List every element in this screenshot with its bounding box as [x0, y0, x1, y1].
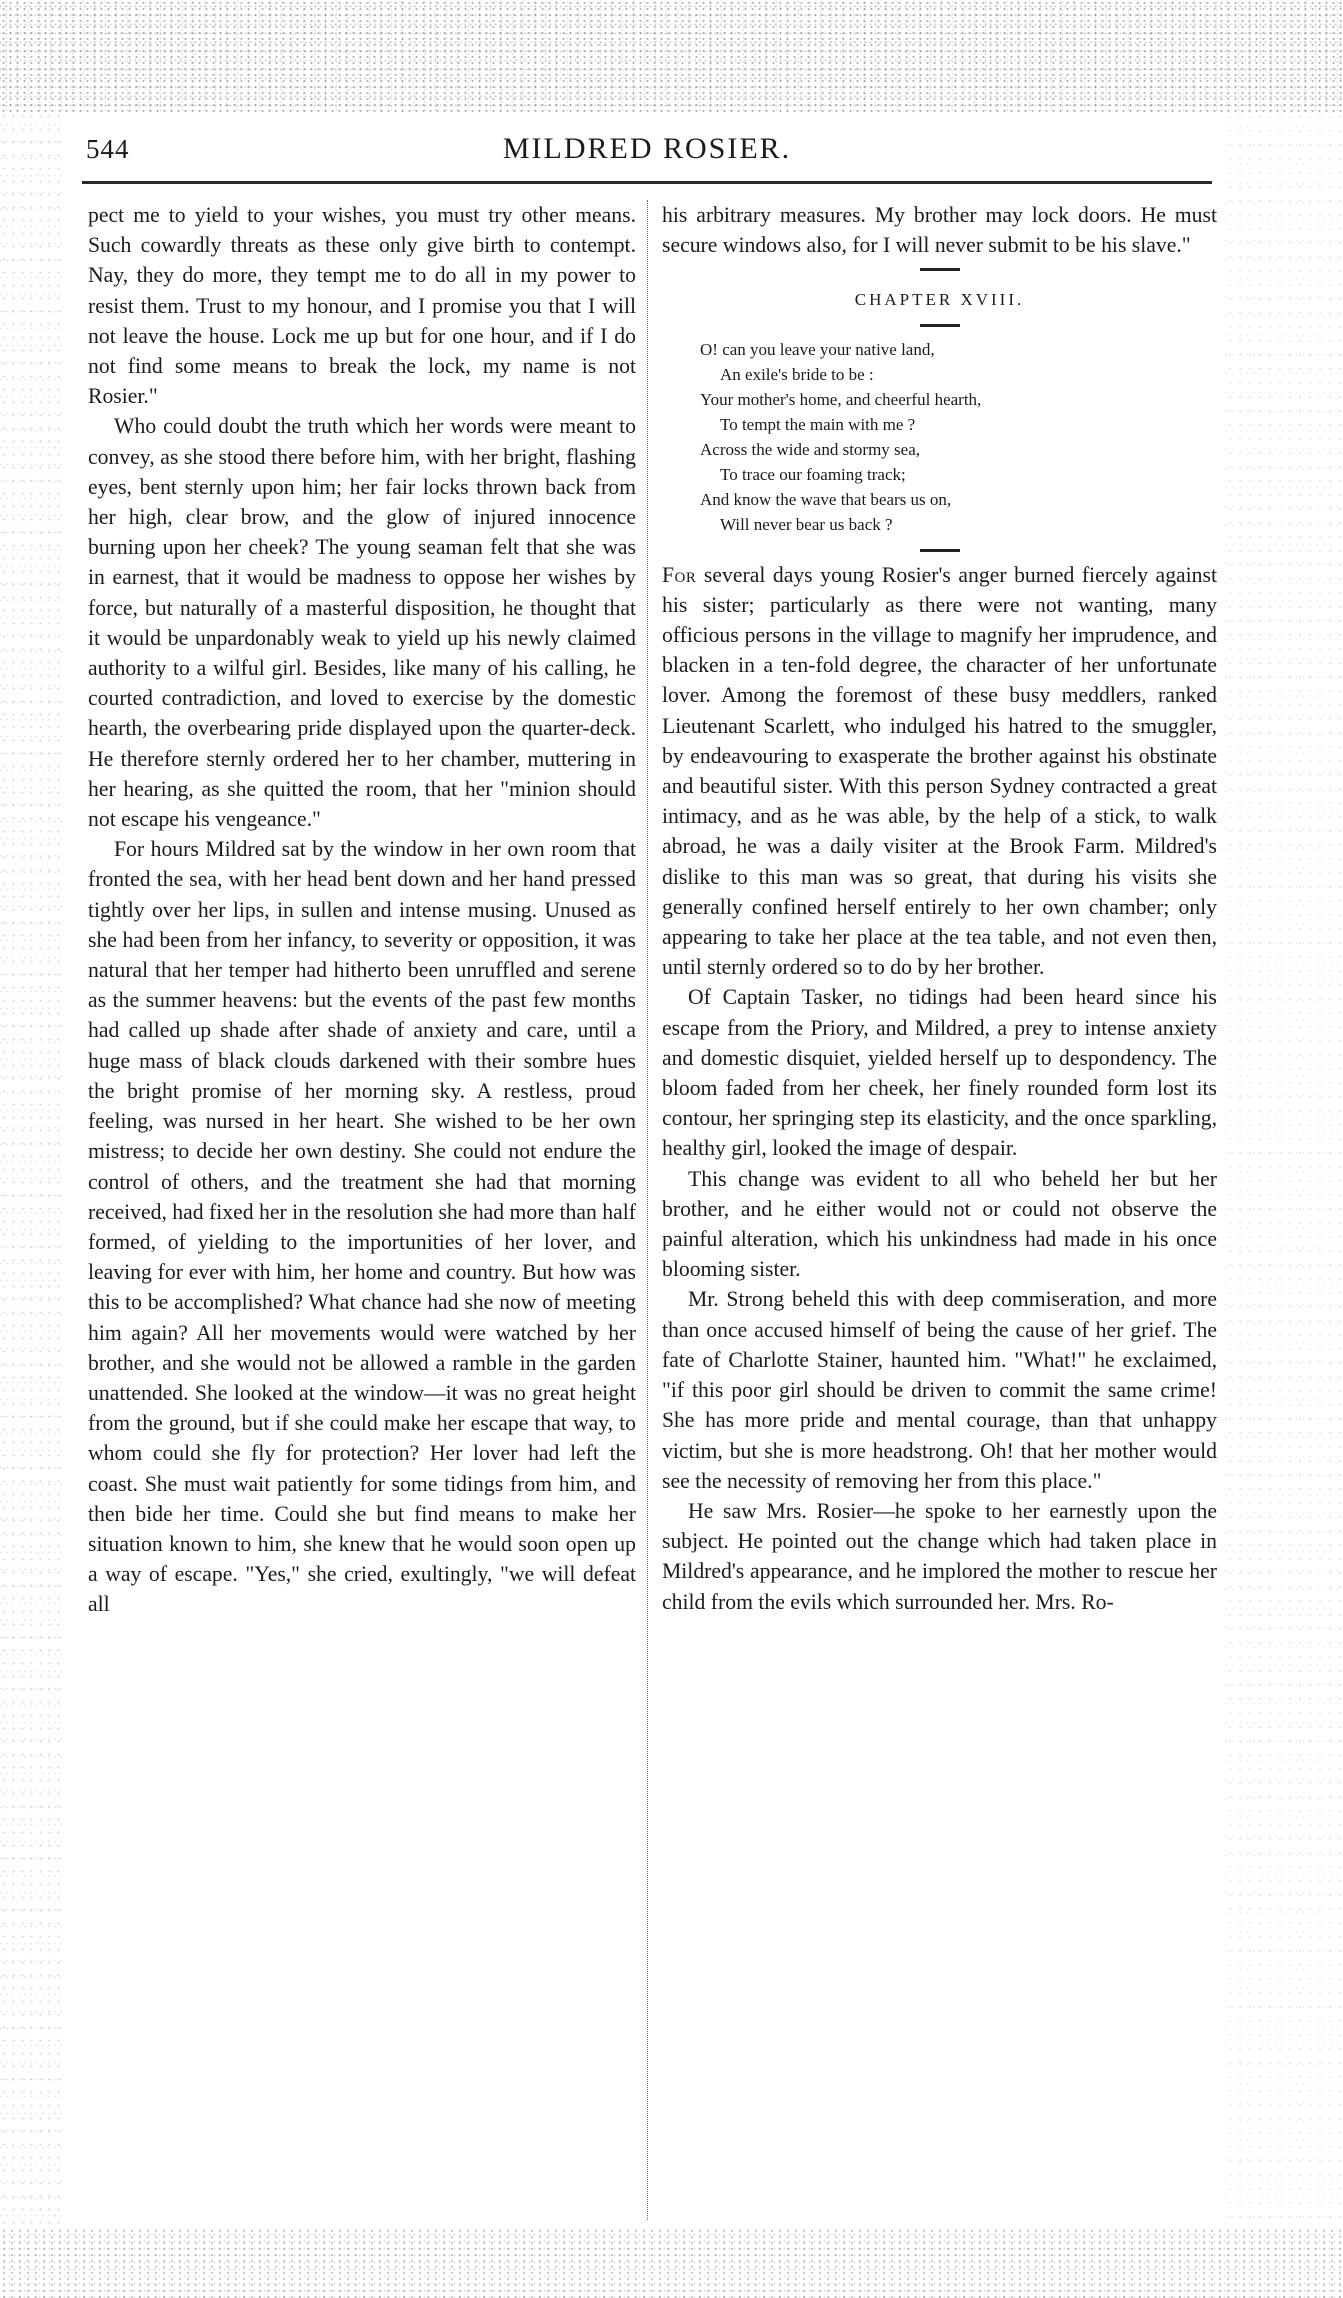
paragraph-continuation: his arbitrary measures. My brother may lock doors. He must secure windows also, for I will never submit to be his slave."	[662, 203, 1217, 258]
epigraph-line: To tempt the main with me ?	[720, 414, 916, 434]
left-column	[88, 200, 636, 1620]
paragraph: Of Captain Tasker, no tidings had been heard since his escape from the Priory, and Mildred, a prey to intense anxiety and domestic disquiet, yielded herself up to despondency. The bloom faded from her cheek, her finely rounded form lost its contour, her springing step its elasticity, and the once sparkling, healthy girl, looked the image of despair.	[662, 985, 1217, 1161]
scan-noise-left	[0, 110, 62, 2230]
epigraph-line: To trace our foaming track;	[720, 464, 906, 484]
epigraph-line: Your mother's home, and cheerful hearth,	[700, 389, 982, 409]
page-header	[82, 126, 1212, 176]
right-column	[662, 200, 1217, 1617]
section-rule	[920, 549, 960, 552]
scan-noise-top	[0, 0, 1343, 112]
running-title: MILDRED ROSIER.	[502, 132, 792, 165]
paragraph-text: several days young Rosier's anger burned fiercely against his sister; particularly as there were not wanting, many officious persons in the village to magnify her imprudence, and blacken in a ten-fold degree, the character of her unfortunate lover. Among the foremost of these busy meddlers, ranked Lieutenant Scarlett, who indulged his hatred to the smuggler, by endeavouring to exasperate the brother against his obstinate and beautiful sister. With this person Sydney contracted a great intimacy, and as he was able, by the help of a stick, to walk abroad, he was a daily visiter at the Brook Farm. Mildred's dislike to this man was so great, that during his visits she generally confined herself entirely to her own chamber; only appearing to take her place at the tea table, and not even then, until sternly ordered so to do by her brother.	[662, 562, 1217, 980]
paragraph: He saw Mrs. Rosier—he spoke to her earnestly upon the subject. He pointed out the change which had taken place in Mildred's appearance, and he implored the mother to rescue her child from the evils which surrounded her. Mrs. Ro-	[662, 1498, 1217, 1614]
scan-noise-right	[1225, 110, 1343, 2230]
epigraph-line: Across the wide and stormy sea,	[700, 439, 921, 459]
section-rule	[920, 268, 960, 271]
epigraph-line: And know the wave that bears us on,	[700, 489, 952, 509]
epigraph-line: An exile's bride to be :	[720, 364, 874, 384]
paragraph: pect me to yield to your wishes, you must try other means. Such cowardly threats as these only give birth to contempt. Nay, they do more, they tempt me to do all in my power to resist them. Trust to my honour, and I promise you that I will not leave the house. Lock me up but for one hour, and if I do not find some means to break the lock, my name is not Rosier."	[88, 203, 636, 409]
chapter-opening-paragraph	[662, 560, 1217, 983]
lead-word: For	[662, 562, 697, 587]
paragraph: Mr. Strong beheld this with deep commiseration, and more than once accused himself of being the cause of her grief. The fate of Charlotte Stainer, haunted him. "What!" he exclaimed, "if this poor girl should be driven to commit the same crime! She has more pride and mental courage, than that unhappy victim, but she is more headstrong. Oh! that her mother would see the necessity of removing her from this place."	[662, 1287, 1217, 1493]
chapter-heading: CHAPTER XVIII.	[854, 290, 1025, 310]
epigraph	[700, 337, 1217, 537]
header-rule	[82, 181, 1212, 184]
page-number: 544	[86, 134, 130, 164]
paragraph: For hours Mildred sat by the window in her own room that fronted the sea, with her head bent down and her hand pressed tightly over her lips, in sullen and intense musing. Unused as she had been from her infancy, to severity or opposition, it was natural that her temper had hitherto been unruffled and serene as the summer heavens: but the events of the past few months had called up shade after shade of anxiety and care, until a huge mass of black clouds darkened with their sombre hues the bright promise of her morning sky. A restless, proud feeling, was nursed in her heart. She wished to be her own mistress; to decide her own destiny. She could not endure the control of others, and the treatment she had that morning received, had fixed her in the resolution she had more than half formed, of yielding to the importunities of her lover, and leaving for ever with him, her home and country. But how was this to be accomplished? What chance had she now of meeting him again? All her movements would were watched by her brother, and she would not be allowed a ramble in the garden unattended. She looked at the window—it was no great height from the ground, but if she could make her escape that way, to whom could she fly for protection? Her lover had left the coast. She must wait patiently for some tidings from him, and then bide her time. Could she but find means to make her situation known to him, she knew that he would soon open up a way of escape. "Yes," she cried, exultingly, "we will defeat all	[88, 837, 637, 1617]
epigraph-line: O! can you leave your native land,	[700, 339, 935, 359]
paragraph: This change was evident to all who beheld her but her brother, and he either would not or could not observe the painful alteration, which his unkindness had made in his once blooming sister.	[662, 1166, 1217, 1282]
section-rule	[920, 324, 960, 327]
epigraph-line: Will never bear us back ?	[720, 514, 893, 534]
column-divider	[647, 200, 648, 2220]
paragraph: Who could doubt the truth which her words were meant to convey, as she stood there before him, with her bright, flashing eyes, bent sternly upon him; her fair locks thrown back from her high, clear brow, and the glow of injured innocence burning upon her cheek? The young seaman felt that she was in earnest, that it would be madness to oppose her wishes by force, but naturally of a masterful disposition, he thought that it would be unpardonably weak to yield up his newly claimed authority to a wilful girl. Besides, like many of his calling, he courted contradiction, and loved to exercise by the domestic hearth, the overbearing pride displayed upon the quarter-deck. He therefore sternly ordered her to her chamber, muttering in her hearing, as she quitted the room, that her "minion should not escape his vengeance."	[88, 414, 636, 832]
scan-noise-bottom	[0, 2228, 1343, 2298]
